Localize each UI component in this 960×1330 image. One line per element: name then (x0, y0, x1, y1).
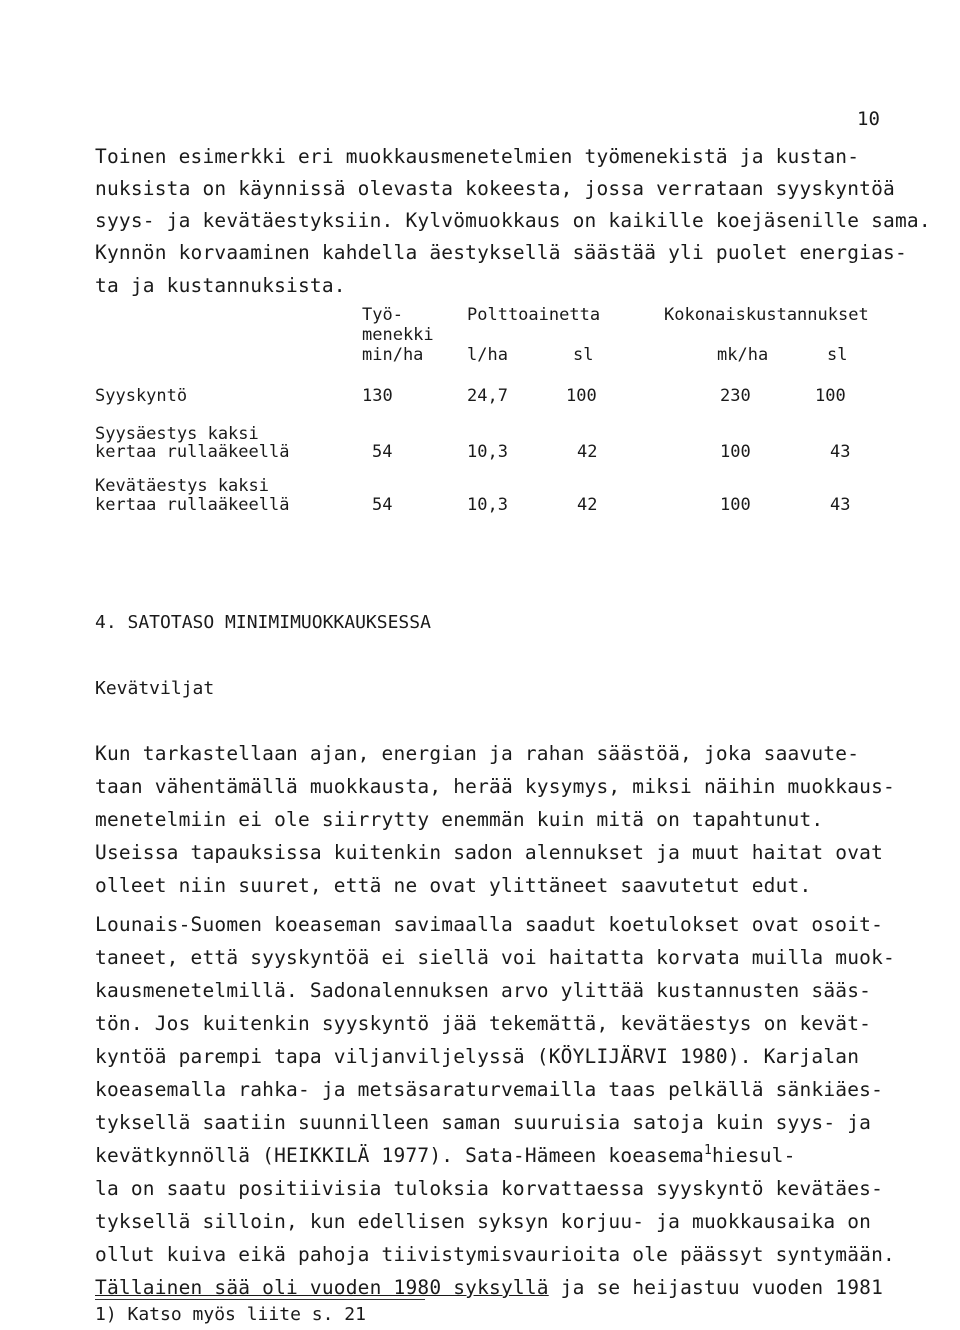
text-line: Kynnön korvaaminen kahdella äestyksellä säästää yli puolet energias- (95, 241, 907, 264)
row-label: Syysäestys kaksi (95, 424, 259, 444)
footnote: 1) Katso myös liite s. 21 (95, 1304, 366, 1325)
cell-l-ha: 24,7 (467, 386, 508, 406)
text-line: tyksellä silloin, kun edellisen syksyn korjuu- ja muokkausaika on (95, 1210, 872, 1233)
text-line (95, 1276, 883, 1299)
footnote-marker: 1 (703, 1143, 712, 1158)
text-line: nuksista on käynnissä olevasta kokeesta, jossa verrataan syyskyntöä (95, 177, 895, 200)
row-label: Kevätäestys kaksi (95, 476, 269, 496)
text-line (95, 1144, 796, 1167)
cell-l-ha: 10,3 (467, 495, 508, 515)
text-segment: ja se heijastuu vuoden 1981 (548, 1276, 884, 1299)
cell-sl: 100 (815, 386, 846, 406)
text-line: ollut kuiva eikä pahoja tiivistymisvaurioita ole päässyt syntymään. (95, 1243, 895, 1266)
subheading: Kevätviljat (95, 678, 215, 699)
cell-sl: 100 (566, 386, 597, 406)
unit-sl: sl (573, 345, 594, 365)
text-line: taneet, että syyskyntöä ei siellä voi haitatta korvata muilla muok- (95, 946, 895, 969)
row-label: Syyskyntö (95, 386, 188, 406)
cell-sl: 42 (577, 495, 598, 515)
header-kokonaiskustannukset: Kokonaiskustannukset (664, 305, 869, 325)
text-line: Lounais-Suomen koeaseman savimaalla saadut koetulokset ovat osoit- (95, 913, 884, 936)
text-line: tön. Jos kuitenkin syyskyntö jää tekemättä, kevätäestys on kevät- (95, 1012, 872, 1035)
cell-tyo: 54 (372, 442, 393, 462)
text-line: kyntöä parempi tapa viljanviljelyssä (KÖYLIJÄRVI 1980). Karjalan (95, 1045, 860, 1068)
text-line: kausmenetelmillä. Sadonalennuksen arvo ylittää kustannusten sääs- (95, 979, 872, 1002)
text-line: Toinen esimerkki eri muokkausmenetelmien työmenekistä ja kustan- (95, 145, 860, 168)
text-segment: hiesul- (711, 1144, 796, 1167)
row-label: kertaa rullaäkeellä (95, 442, 290, 462)
text-line: koeasemalla rahka- ja metsäsaraturvemailla taas pelkällä sänkiäes- (95, 1078, 884, 1101)
cell-tyo: 54 (372, 495, 393, 515)
cell-sl: 43 (830, 495, 851, 515)
page-number: 10 (857, 108, 880, 130)
text-line: ta ja kustannuksista. (95, 274, 346, 297)
cell-l-ha: 10,3 (467, 442, 508, 462)
header-tyo-1: Työ- (362, 305, 403, 325)
header-tyo-3: min/ha (362, 345, 424, 365)
text-line: Kun tarkastellaan ajan, energian ja rahan säästöä, joka saavute- (95, 742, 860, 765)
cell-sl: 42 (577, 442, 598, 462)
header-polttoainetta: Polttoainetta (467, 305, 601, 325)
text-line: tyksellä saatiin suunnilleen saman suuruisia satoja kuin syys- ja (95, 1111, 872, 1134)
section-heading: 4. SATOTASO MINIMIMUOKKAUKSESSA (95, 612, 431, 633)
underlined-text: Tällainen sää oli vuoden 1980 syksyllä (95, 1276, 549, 1299)
text-line: taan vähentämällä muokkausta, herää kysymys, miksi näihin muokkaus- (95, 775, 895, 798)
row-label: kertaa rullaäkeellä (95, 495, 290, 515)
cell-mk-ha: 100 (720, 442, 751, 462)
text-line: olleet niin suuret, että ne ovat ylittäneet saavutetut edut. (95, 874, 812, 897)
footnote-divider (95, 1299, 425, 1300)
unit-l-ha: l/ha (467, 345, 508, 365)
unit-mk-ha: mk/ha (717, 345, 769, 365)
text-segment: kevätkynnöllä (HEIKKILÄ 1977). Sata-Hämeen koeasema (95, 1144, 704, 1167)
unit-sl: sl (827, 345, 848, 365)
text-line: syys- ja kevätäestyksiin. Kylvömuokkaus on kaikille koejäsenille sama. (95, 209, 931, 232)
cell-mk-ha: 100 (720, 495, 751, 515)
cell-sl: 43 (830, 442, 851, 462)
cell-mk-ha: 230 (720, 386, 751, 406)
cell-tyo: 130 (362, 386, 393, 406)
text-line: menetelmiin ei ole siirrytty enemmän kuin mitä on tapahtunut. (95, 808, 824, 831)
text-line: la on saatu positiivisia tuloksia korvattaessa syyskyntö kevätäes- (95, 1177, 884, 1200)
header-tyo-2: menekki (362, 325, 434, 345)
text-line: Useissa tapauksissa kuitenkin sadon alennukset ja muut haitat ovat (95, 841, 884, 864)
